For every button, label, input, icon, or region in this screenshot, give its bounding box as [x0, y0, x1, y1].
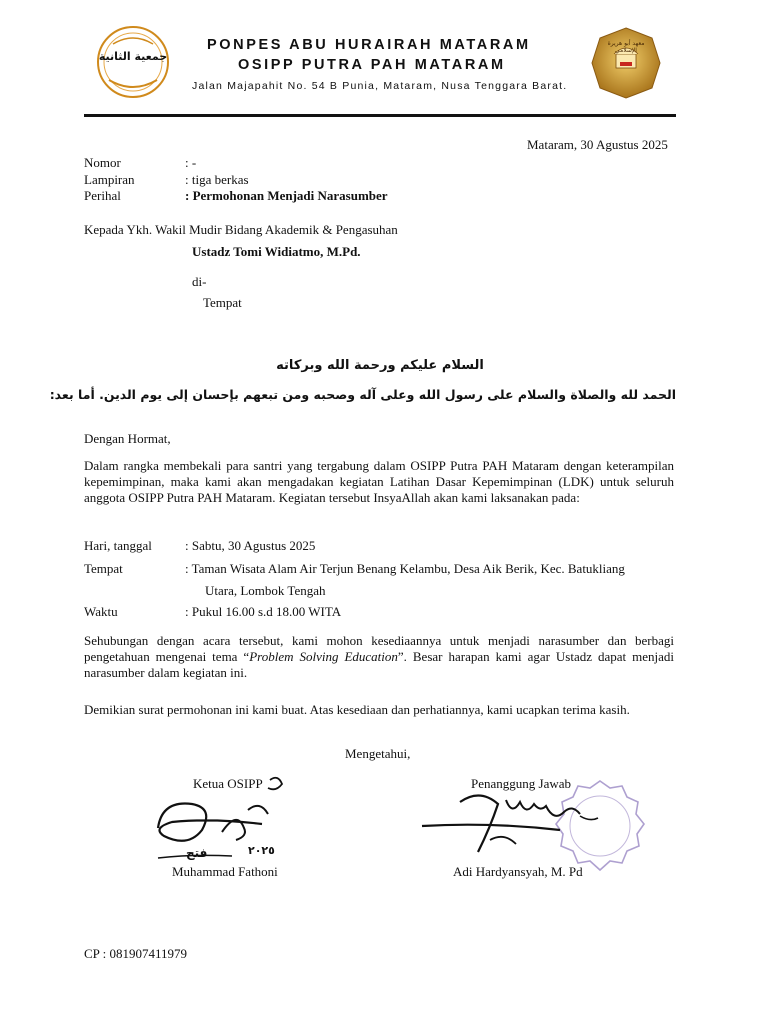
body2-before: Sehubungan dengan acara tersebut, kami mohon kesediaannya untuk menjadi narasumber dan berbagi pengetahuan mengenai tema “ [84, 633, 674, 664]
recipient-di: di- [192, 274, 207, 289]
right-signature [420, 782, 610, 862]
recipient-name: Ustadz Tomi Widiatmo, M.Pd. [192, 244, 361, 259]
detail-label-time: Waktu [84, 604, 118, 619]
right-signatory-title: Penanggung Jawab [471, 776, 572, 791]
left-signature-year: ٢٠٢٥ [248, 844, 275, 857]
detail-value-place: : Taman Wisata Alam Air Terjun Benang Kelambu, Desa Aik Berik, Kec. Batukliang [185, 561, 625, 576]
arabic-hamdalah: الحمد لله والصلاة والسلام على رسول الله وعلى آله وصحبه ومن تبعهم بإحسان إلى يوم الدين. أما بعد: [49, 387, 676, 402]
mengetahui: Mengetahui, [345, 746, 411, 761]
left-logo [95, 24, 171, 100]
meta-label-lampiran: Lampiran [84, 172, 135, 187]
recipient-tempat: Tempat [203, 295, 242, 310]
left-logo-text: جمعية الثانية [98, 50, 168, 63]
letterhead-line1: PONPES ABU HURAIRAH MATARAM [207, 37, 531, 53]
arabic-salam: السلام عليكم ورحمة الله وبركاته [276, 358, 484, 373]
left-signatory-title: Ketua OSIPP [193, 776, 263, 791]
meta-label-perihal: Perihal [84, 188, 121, 203]
left-signatory-name: Muhammad Fathoni [172, 864, 278, 879]
detail-label-place: Tempat [84, 561, 123, 576]
body-paragraph-1: Dalam rangka membekali para santri yang tergabung dalam OSIPP Putra PAH Mataram dengan keterampilan kepemimpinan, maka kami akan mengadakan kegiatan Latihan Dasar Kepemimpinan (LDK) untuk seluruh anggota OSIPP Putra PAH Mataram. Kegiatan tersebut InsyaAllah akan kami laksanakan pada: [84, 458, 674, 505]
detail-value-date: : Sabtu, 30 Agustus 2025 [185, 538, 316, 553]
theme-text: Problem Solving Education [249, 649, 398, 664]
detail-value-place-2: Utara, Lombok Tengah [205, 583, 326, 598]
letterhead-line2: OSIPP PUTRA PAH MATARAM [238, 57, 506, 73]
right-logo [590, 26, 662, 100]
letterhead-address: Jalan Majapahit No. 54 B Punia, Mataram, Nusa Tenggara Barat. [192, 80, 568, 92]
body-paragraph-2 [84, 633, 674, 681]
left-signature [152, 770, 302, 870]
contact-phone: CP : 081907411979 [84, 946, 188, 961]
meta-label-nomor: Nomor [84, 155, 121, 170]
meta-value-nomor: : - [185, 155, 197, 170]
letterhead-divider [84, 114, 676, 117]
meta-value-lampiran: : tiga berkas [185, 172, 249, 187]
body2-after: ”. Besar harapan kami agar Ustadz dapat menjadi narasumber dalam kegiatan ini. [84, 649, 675, 680]
detail-label-date: Hari, tanggal [84, 538, 152, 553]
meta-value-perihal: : Permohonan Menjadi Narasumber [185, 188, 388, 203]
recipient-line: Kepada Ykh. Wakil Mudir Bidang Akademik & Pengasuhan [84, 222, 398, 237]
greeting: Dengan Hormat, [84, 431, 171, 446]
detail-value-time: : Pukul 16.00 s.d 18.00 WITA [185, 604, 342, 619]
left-signature-arabic: فتح [186, 846, 208, 860]
right-signatory-name: Adi Hardyansyah, M. Pd [453, 864, 583, 879]
closing-paragraph: Demikian surat permohonan ini kami buat. Atas kesediaan dan perhatiannya, kami ucapkan terima kasih. [84, 702, 630, 717]
right-logo-text: معهد أبو هريرة الإسلامي [607, 40, 645, 54]
letter-date: Mataram, 30 Agustus 2025 [527, 137, 668, 152]
